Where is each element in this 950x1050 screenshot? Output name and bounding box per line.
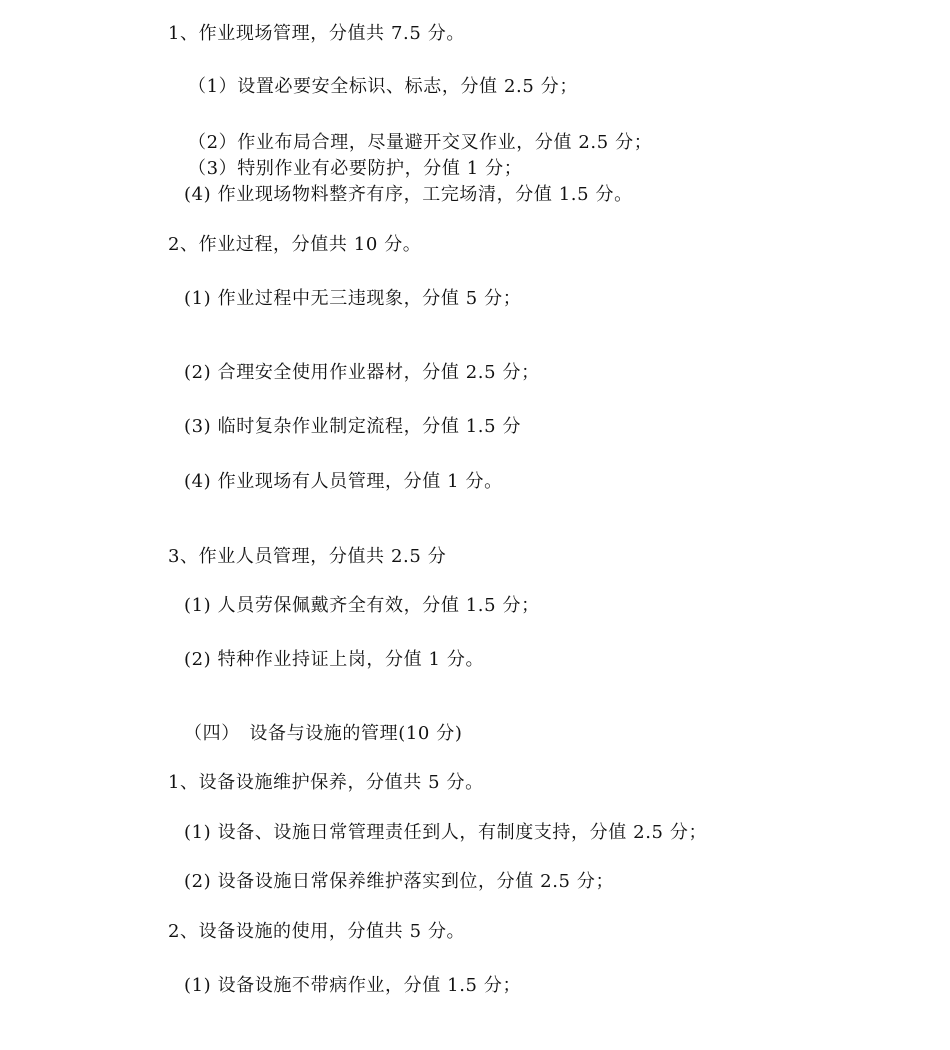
section-heading-personnel-management: 3、作业人员管理，分值共 2.5 分 (168, 546, 447, 567)
item-certified-operators: (2) 特种作业持证上岗，分值 1 分。 (184, 649, 485, 670)
item-no-violations: (1) 作业过程中无三违现象，分值 5 分； (184, 288, 522, 309)
item-safety-signs: （1）设置必要安全标识、标志，分值 2.5 分； (188, 76, 578, 97)
section-heading-maintenance: 1、设备设施维护保养，分值共 5 分。 (168, 772, 484, 793)
item-equipment-use: (2) 合理安全使用作业器材，分值 2.5 分； (184, 362, 540, 383)
item-no-faulty-operation: (1) 设备设施不带病作业，分值 1.5 分； (184, 975, 522, 996)
section-heading-site-management: 1、作业现场管理，分值共 7.5 分。 (168, 23, 465, 44)
item-ppe: (1) 人员劳保佩戴齐全有效，分值 1.5 分； (184, 595, 540, 616)
item-special-protection: （3）特别作业有必要防护，分值 1 分； (188, 158, 523, 179)
item-materials-order: (4) 作业现场物料整齐有序，工完场清，分值 1.5 分。 (184, 184, 633, 205)
item-layout: （2）作业布局合理，尽量避开交叉作业，分值 2.5 分； (188, 132, 653, 153)
section-heading-equipment-use: 2、设备设施的使用，分值共 5 分。 (168, 921, 466, 942)
item-daily-maintenance: (2) 设备设施日常保养维护落实到位，分值 2.5 分； (184, 871, 615, 892)
item-complex-work-process: (3) 临时复杂作业制定流程，分值 1.5 分 (184, 416, 522, 437)
section-heading-work-process: 2、作业过程，分值共 10 分。 (168, 234, 422, 255)
item-site-personnel: (4) 作业现场有人员管理，分值 1 分。 (184, 471, 503, 492)
item-responsibility: (1) 设备、设施日常管理责任到人，有制度支持，分值 2.5 分； (184, 822, 708, 843)
chapter-heading-equipment: （四） 设备与设施的管理(10 分) (184, 723, 463, 744)
